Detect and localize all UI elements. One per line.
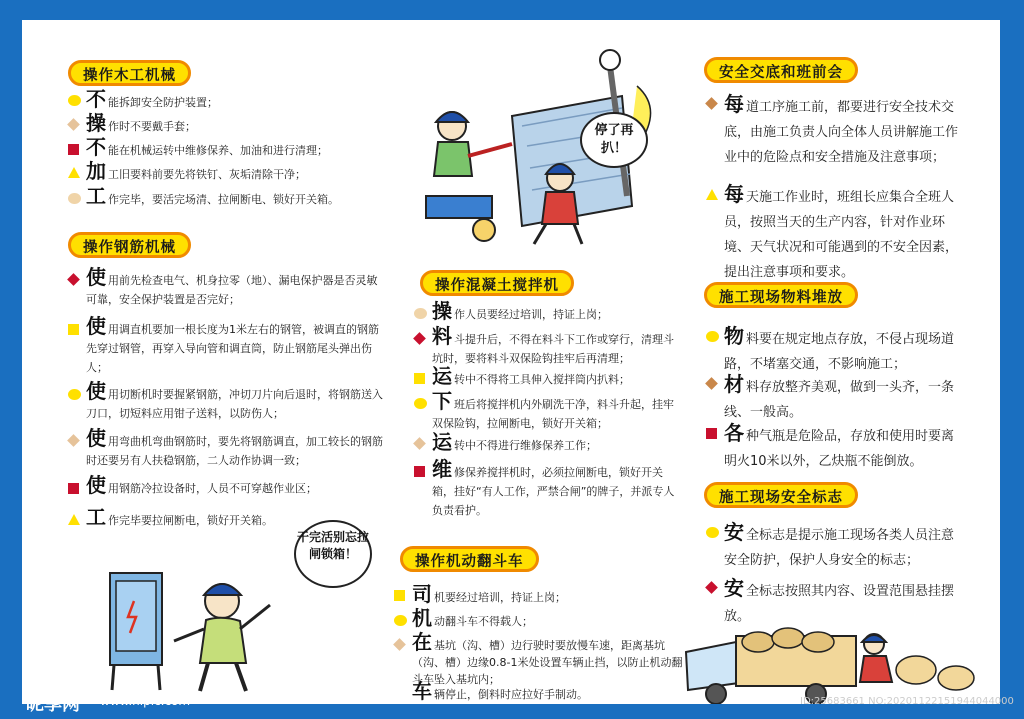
red-square-bullet-icon	[68, 483, 79, 494]
woodwork-item: 不能拆卸安全防护装置；	[68, 90, 398, 112]
yellow-triangle-bullet-icon	[706, 189, 718, 200]
truck-worker-illustration	[676, 622, 996, 704]
materials-item: 材料存放整齐美观，做到一头齐，一条线、一般高。	[706, 372, 966, 425]
materials-title: 施工现场物料堆放	[704, 282, 858, 308]
briefing-item: 每天施工作业时，班组长应集合全班人员，按照当天的生产内容，针对作业环境、天气状况和可能遇到的不安全因素，提出注意事项和要求。	[706, 182, 966, 285]
yellow-circle-bullet-icon	[68, 389, 81, 400]
red-square-bullet-icon	[706, 428, 717, 439]
mixer-title: 操作混凝土搅拌机	[420, 270, 574, 296]
woodwork-title: 操作木工机械	[68, 60, 191, 86]
watermark-url: www.nipic.com	[100, 694, 191, 708]
poster-panel	[22, 20, 1000, 704]
dumper-item: 司机要经过培训，持证上岗；	[394, 585, 684, 607]
red-square-bullet-icon	[414, 466, 425, 477]
woodwork-item: 不能在机械运转中维修保养、加油和进行清理；	[68, 138, 408, 160]
signs-title: 施工现场安全标志	[704, 482, 858, 508]
dumper-item: 机动翻斗车不得载人；	[394, 609, 684, 631]
mixer-item: 维修保养搅拌机时，必须拉闸断电，锁好开关箱，挂好“有人工作，严禁合闸”的牌子，并派专人负责看护。	[414, 460, 682, 520]
mixer-item: 运转中不得将工具伸入搅拌筒内扒料；	[414, 367, 682, 389]
beige-circle-bullet-icon	[68, 193, 81, 204]
yellow-square-bullet-icon	[414, 373, 425, 384]
yellow-triangle-bullet-icon	[68, 167, 80, 178]
rebar-item: 使用弯曲机弯曲钢筋时，要先将钢筋调直，加工较长的钢筋时还要另有人扶稳钢筋，二人动作协调一致；	[68, 429, 388, 470]
stop-bubble: 停了再扒！	[580, 112, 648, 168]
materials-item: 物料要在规定地点存放，不侵占现场道路，不堵塞交通，不影响施工；	[706, 324, 966, 377]
watermark-logo: 昵享网	[26, 694, 80, 715]
briefing-item: 每道工序施工前，都要进行安全技术交底，由施工负责人向全体人员讲解施工作业中的危险点和安全措施及注意事项；	[706, 92, 966, 170]
yellow-triangle-bullet-icon	[68, 514, 80, 525]
signs-item: 安全标志是提示施工现场各类人员注意安全防护，保护人身安全的标志；	[706, 520, 966, 573]
yellow-circle-bullet-icon	[414, 398, 427, 409]
yellow-circle-bullet-icon	[706, 331, 719, 342]
rebar-item: 工作完毕要拉闸断电，锁好开关箱。	[68, 508, 388, 530]
yellow-square-bullet-icon	[394, 590, 405, 601]
briefing-title: 安全交底和班前会	[704, 57, 858, 83]
watermark-id: ID:25683661 NO:20201122151944044000	[800, 696, 1014, 707]
dumper-item: 车辆停止，倒料时应拉好手制动。	[412, 679, 588, 703]
rebar-item: 使用钢筋冷拉设备时，人员不可穿越作业区；	[68, 476, 388, 498]
rebar-title: 操作钢筋机械	[68, 232, 191, 258]
red-square-bullet-icon	[68, 144, 79, 155]
mixer-item: 运转中不得进行维修保养工作；	[414, 433, 682, 455]
mixer-item: 料斗提升后，不得在料斗下工作或穿行，清理斗坑时，要将料斗双保险钩挂牢后再清理；	[414, 327, 682, 368]
yellow-circle-bullet-icon	[68, 95, 81, 106]
rebar-item: 使用前先检查电气、机身拉零（地）、漏电保护器是否灵敏可靠，安全保护装置是否完好；	[68, 268, 388, 309]
woodwork-item: 工作完毕，要活完场清、拉闸断电、锁好开关箱。	[68, 187, 418, 209]
dumper-title: 操作机动翻斗车	[400, 546, 539, 572]
signs-item: 安全标志按照其内容、设置范围悬挂摆放。	[706, 576, 966, 629]
rebar-item: 使用切断机时要握紧钢筋，冲切刀片向后退时，将钢筋送入刀口，切短料应用钳子送料，以防伤人；	[68, 382, 388, 423]
rebar-item: 使用调直机要加一根长度为1米左右的钢管，被调直的钢筋先穿过钢管，再穿入导向管和调直筒，防止钢筋尾头弹出伤人；	[68, 317, 388, 377]
yellow-circle-bullet-icon	[706, 527, 719, 538]
materials-item: 各种气瓶是危险品，存放和使用时要离明火10米以外，乙炔瓶不能倒放。	[706, 421, 966, 474]
woodwork-item: 操作时不要戴手套；	[68, 114, 398, 136]
mixer-item: 下班后将搅拌机内外刷洗干净，料斗升起，挂牢双保险钩，拉闸断电，锁好开关箱；	[414, 392, 682, 433]
yellow-circle-bullet-icon	[394, 615, 407, 626]
beige-circle-bullet-icon	[414, 308, 427, 319]
woodwork-item: 加工旧要料前要先将铁钉、灰垢清除干净；	[68, 162, 408, 184]
mixer-item: 操作人员要经过培训，持证上岗；	[414, 302, 682, 324]
switch-box-worker-illustration	[104, 565, 294, 695]
yellow-square-bullet-icon	[68, 324, 79, 335]
lock-reminder-bubble: 干完活别忘拉闸锁箱！	[294, 520, 372, 588]
dumper-item: 在基坑（沟、槽）边行驶时要放慢车速，距离基坑（沟、槽）边缘0.8-1米处设置车辆止挡，以防止机动翻斗车坠入基坑内；	[394, 634, 684, 688]
